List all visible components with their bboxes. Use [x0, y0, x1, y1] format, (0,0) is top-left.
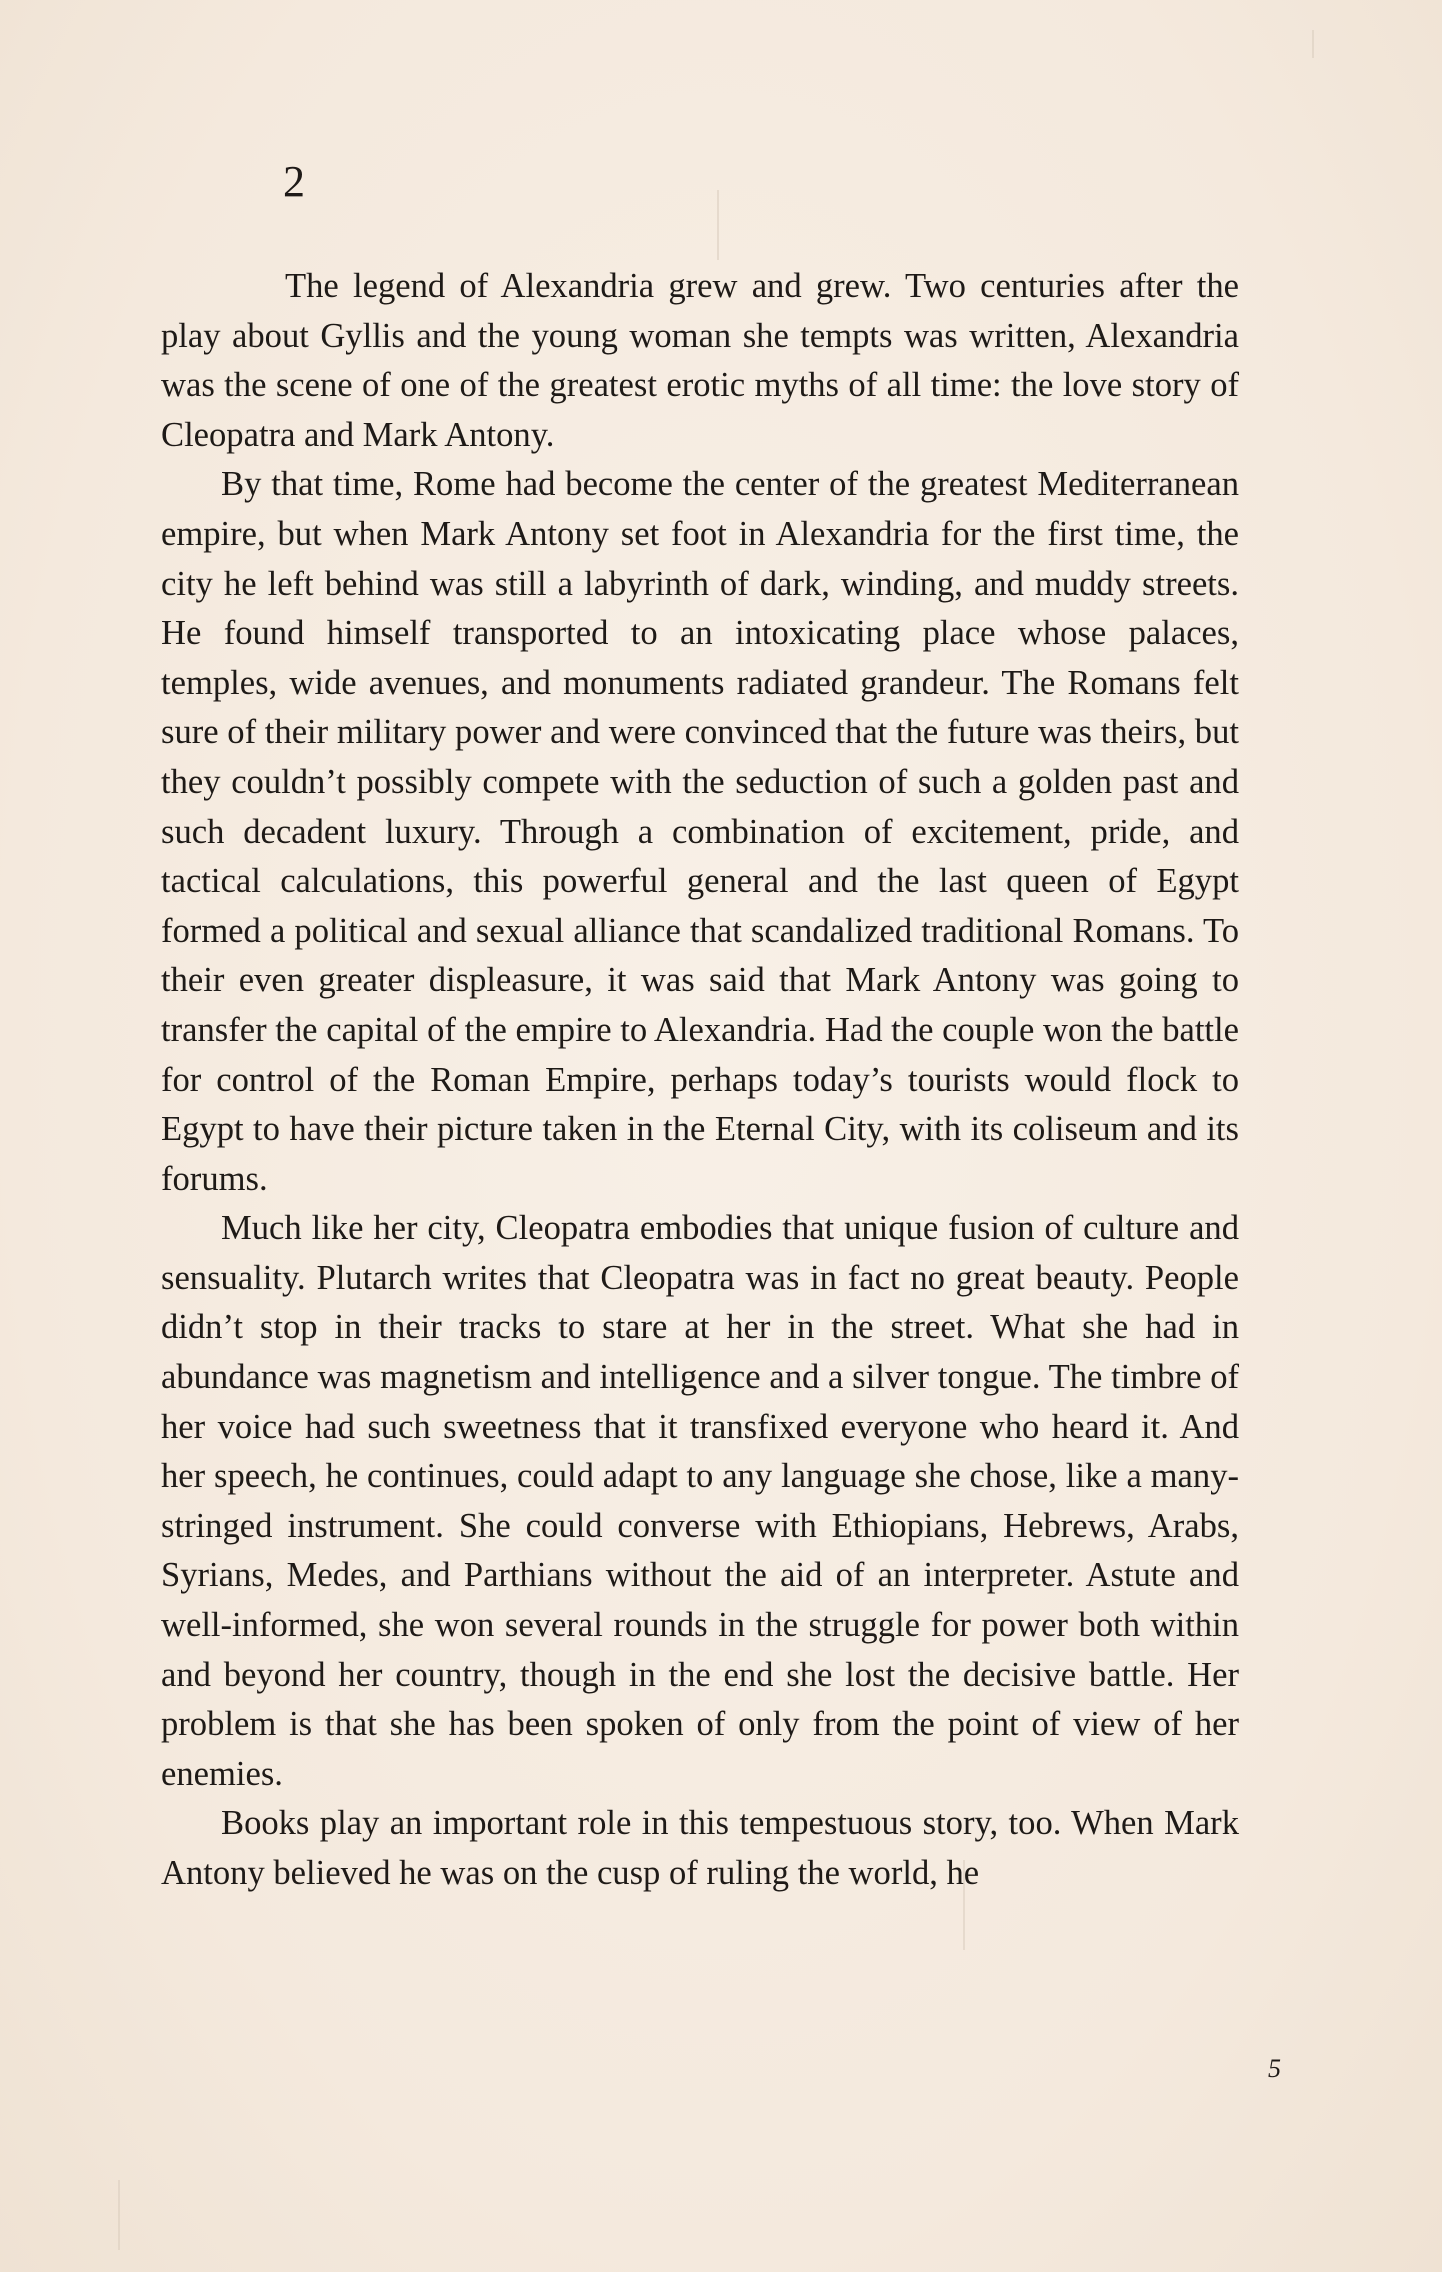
scan-artifact — [1312, 30, 1314, 58]
paragraph: By that time, Rome had become the center of the greatest Mediterranean empire, but when Mark Antony set foot in Alexandria for the first time, the city he left behind was still a labyrinth of dark, winding, and muddy streets. He found himself transported to an intoxicating place whose palaces, temples, wide avenues, and monuments radiated grandeur. The Romans felt sure of their military power and were convinced that the future was theirs, but they couldn’t possibly compete with the seduction of such a golden past and such decadent luxury. Through a combination of excitement, pride, and tactical calculations, this powerful general and the last queen of Egypt formed a political and sexual alliance that scandalized traditional Romans. To their even greater displeasure, it was said that Mark Antony was going to transfer the capital of the empire to Alexandria. Had the couple won the battle for control of the Roman Empire, perhaps today’s tourists would flock to Egypt to have their picture taken in the Eternal City, with its coliseum and its forums. — [161, 465, 1239, 1198]
paragraph: Much like her city, Cleopatra embodies that unique fusion of culture and sensuality. Plutarch writes that Cleopatra was in fact no great beauty. People didn’t stop in their tracks to stare at her in the street. What she had in abundance was magnetism and intelligence and a silver tongue. The timbre of her voice had such sweetness that it transfixed everyone who heard it. And her speech, he continues, could adapt to any language she chose, like a many-stringed instrument. She could converse with Ethiopians, Hebrews, Arabs, Syrians, Medes, and Parthians without the aid of an interpreter. Astute and well-informed, she won several rounds in the struggle for power both within and beyond her country, though in the end she lost the decisive battle. Her problem is that she has been spoken of only from the point of view of her enemies. — [161, 1209, 1239, 1793]
section-number: 2 — [283, 157, 305, 206]
scan-artifact — [717, 190, 719, 260]
paragraph: Books play an important role in this tempestuous story, too. When Mark Antony believed he was on the cusp of ruling the world, he — [161, 1804, 1239, 1892]
body-text — [161, 262, 1239, 1899]
scan-artifact — [118, 2180, 120, 2250]
paragraph: The legend of Alexandria grew and grew. Two centuries after the play about Gyllis and the young woman she tempts was written, Alexandria was the scene of one of the greatest erotic myths of all time: the love story of Cleopatra and Mark Antony. — [161, 267, 1239, 454]
page-number: 5 — [1268, 2054, 1281, 2083]
